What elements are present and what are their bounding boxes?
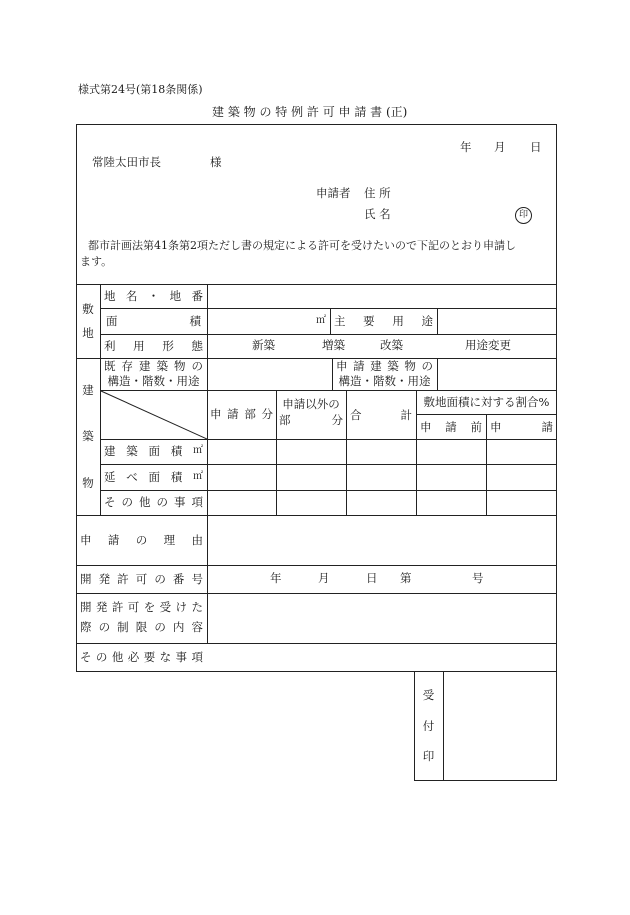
document-title: 建 築 物 の 特 例 許 可 申 請 書 (正) <box>212 105 408 119</box>
usage-option-extension[interactable]: 増築 <box>322 338 345 352</box>
permit-go-label: 号 <box>472 571 484 585</box>
statement-line-1: 都市計画法第41条第2項ただし書の規定による許可を受けたいので下記のとおり申請し <box>88 239 516 252</box>
rule <box>443 671 444 781</box>
rule <box>437 308 438 334</box>
rule <box>207 284 208 643</box>
date-day-label: 日 <box>530 140 542 154</box>
col-ratio: 敷地面積に対する割合% <box>423 395 550 410</box>
reception-label: 受 付 印 <box>422 688 435 764</box>
col-other-part-2: 部 分 <box>279 412 343 427</box>
row-floor-area: 延 べ 面 積 ㎡ <box>104 469 203 484</box>
usage-type-label: 利 用 形 態 <box>104 338 203 353</box>
rule <box>76 593 557 594</box>
building-side-label: 建 築 物 <box>82 382 94 490</box>
permit-month-label: 月 <box>318 571 330 585</box>
diagonal-rule <box>100 390 207 439</box>
usage-option-rebuild[interactable]: 改築 <box>380 338 403 352</box>
applied-building-label-2: 構造・階数・用途 <box>338 374 431 389</box>
permit-dai-label: 第 <box>400 571 412 585</box>
permit-year-label: 年 <box>270 571 282 585</box>
site-area-label: 面 積 <box>106 313 201 328</box>
col-before: 申 請 前 <box>420 419 482 434</box>
col-other-part-1: 申請以外の <box>282 396 340 411</box>
applicant-label: 申請者 <box>316 186 351 200</box>
form-number: 様式第24号(第18条関係) <box>78 83 203 96</box>
permit-number-label: 開 発 許 可 の 番 号 <box>80 571 203 586</box>
applicant-name-label: 氏 名 <box>364 207 391 221</box>
row-building-area: 建 築 面 積 ㎡ <box>104 444 203 459</box>
existing-building-label-1: 既 存 建 築 物 の <box>104 359 203 374</box>
usage-option-new[interactable]: 新築 <box>252 338 275 352</box>
seal-mark: 印 <box>515 207 532 224</box>
existing-building-label-2: 構造・階数・用途 <box>107 374 200 389</box>
date-year-label: 年 <box>460 140 472 154</box>
rule <box>437 358 438 390</box>
main-use-label: 主 要 用 途 <box>334 313 433 328</box>
lot-number-label: 地 名 ・ 地 番 <box>104 288 203 303</box>
addressee-honorific: 様 <box>210 155 222 169</box>
date-month-label: 月 <box>494 140 506 154</box>
col-total: 合 計 <box>350 407 412 422</box>
restriction-label-1: 開 発 許 可 を 受 け た <box>80 599 203 614</box>
reason-label: 申 請 の 理 由 <box>80 532 203 547</box>
site-area-unit: ㎡ <box>316 315 326 326</box>
usage-option-change-use[interactable]: 用途変更 <box>465 338 511 352</box>
addressee-name: 常陸太田市長 <box>92 155 161 169</box>
statement-line-2: ます。 <box>80 255 113 268</box>
restriction-label-2: 際 の 制 限 の 内 容 <box>80 619 203 634</box>
row-other-items: そ の 他 の 事 項 <box>104 495 203 510</box>
col-applied-part: 申 請 部 分 <box>210 406 273 421</box>
site-side-label: 敷 地 <box>82 301 94 340</box>
applied-building-label-1: 申 請 建 築 物 の <box>336 359 433 374</box>
other-matters-label: そ の 他 必 要 な 事 項 <box>80 650 203 665</box>
applicant-address-label: 住 所 <box>364 186 391 200</box>
permit-day-label: 日 <box>366 571 378 585</box>
col-after: 申 請 <box>490 419 553 434</box>
